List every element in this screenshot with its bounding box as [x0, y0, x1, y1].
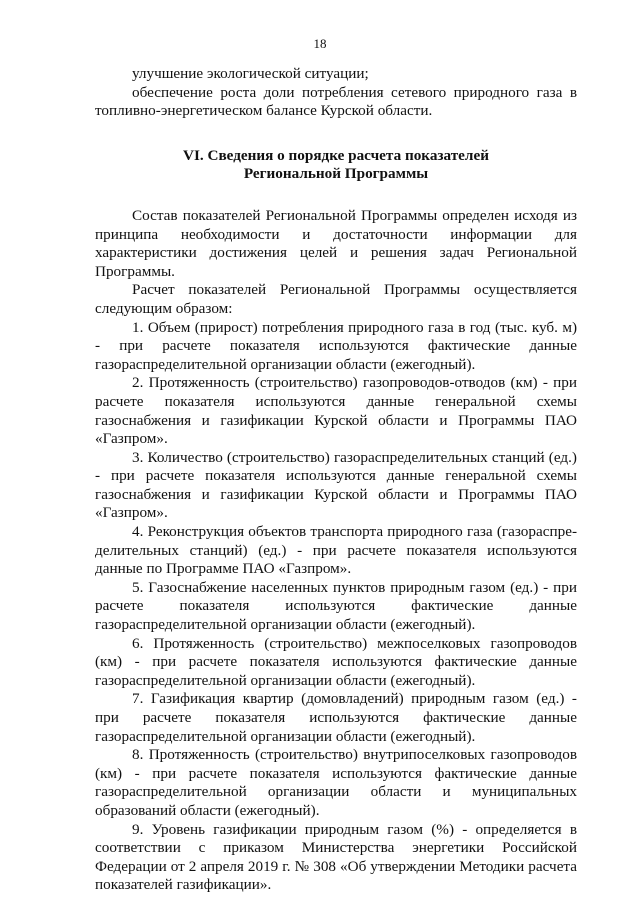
list-item: 8. Протяженность (строительство) внутрипоселковых газопроводов (км) - при расчете показателя используются фактические данные газораспределительной организации области и муниципальных образований области (ежегодный). — [95, 746, 577, 819]
intro-line: улучшение экологической ситуации; — [132, 65, 369, 82]
list-item: 5. Газоснабжение населенных пунктов природным газом (ед.) - при расчете показателя используются фактические данные газораспределительной организации области (ежегодный). — [95, 578, 577, 634]
page-number: 18 — [313, 36, 327, 51]
list-item: 2. Протяженность (строительство) газопроводов-отводов (км) - при расчете показателя используются данные генеральной схемы газоснабжения и газификации Курской области и Программы ПАО «Газпром». — [95, 374, 577, 448]
paragraph: Состав показателей Региональной Программы определен исходя из принципа необходимости и достаточности информации для характеристики достижения целей и решения задач Региональной Программы. — [95, 206, 577, 280]
section-heading-line: Региональной Программы — [243, 165, 429, 183]
intro-line: обеспечение роста доли потребления сетевого природного газа в топливно-энергетическом балансе Курской области. — [95, 83, 577, 120]
section-heading-line: VI. Сведения о порядке расчета показателей — [183, 146, 489, 164]
list-item: 9. Уровень газификации природным газом (%) - определяется в соответствии с приказом Министерства энергетики Российской Федерации от 2 апреля 2019 г. № 308 «Об утверждении Методики расчета показателей газификации». — [95, 820, 577, 894]
section-heading — [95, 147, 577, 184]
list-item: 1. Объем (прирост) потребления природного газа в год (тыс. куб. м) - при расчете показателя используются фактические данные газораспределительной организации области (ежегодный). — [95, 318, 577, 373]
list-item: 6. Протяженность (строительство) межпоселковых газопроводов (км) - при расчете показателя используются фактические данные газораспределительной организации области (ежегодный). — [95, 634, 577, 689]
list-item: 4. Реконструкция объектов транспорта природного газа (газораспре-делительных станций) (ед.) - при расчете показателя используются данные по Программе ПАО «Газпром». — [95, 523, 577, 578]
list-item: 3. Количество (строительство) газораспределительных станций (ед.) - при расчете показателя используются данные генеральной схемы газоснабжения и газификации Курской области и Программы ПАО «Газпром». — [95, 448, 577, 522]
paragraph: Расчет показателей Региональной Программы осуществляется следующим образом: — [95, 281, 577, 317]
list-item: 7. Газификация квартир (домовладений) природным газом (ед.) - при расчете показателя используются фактические данные газораспределительной организации области (ежегодный). — [95, 690, 577, 745]
document-body — [95, 65, 577, 895]
